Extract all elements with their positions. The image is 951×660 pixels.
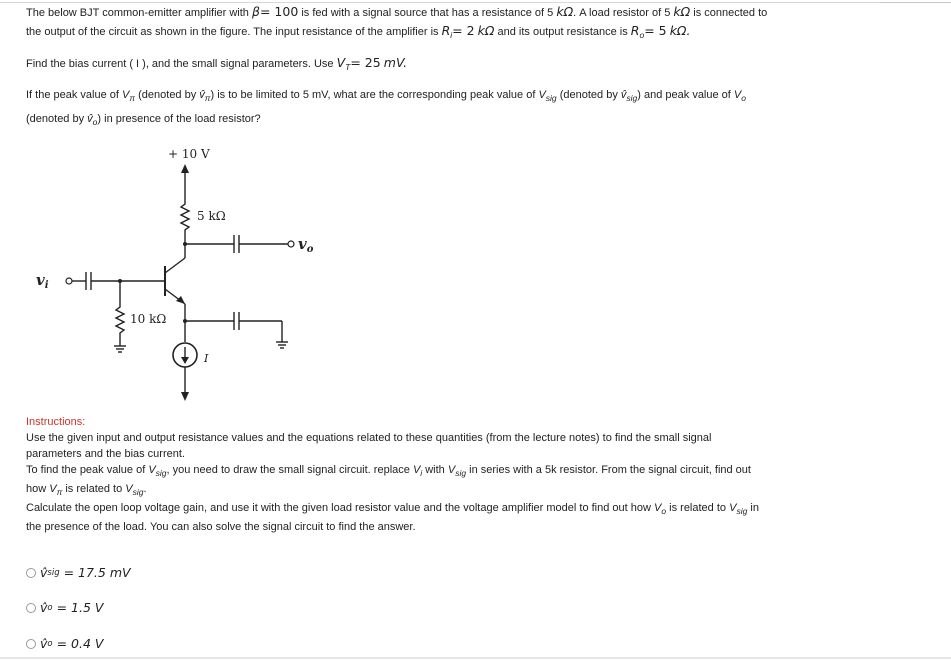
instructions-line-5: Calculate the open loop voltage gain, and use it with the given load resistor value and the voltage amplifier model to find out how $V_o$ is related to $V_{sig}$ in (26, 502, 759, 516)
base-node (118, 279, 122, 283)
bottom-divider (0, 657, 951, 659)
instructions-line-2: parameters and the bias current. (26, 448, 185, 460)
instructions-line-1: Use the given input and output resistance values and the equations related to these quantities (from the lecture notes) to find the small signal (26, 432, 712, 444)
collector-node (183, 242, 187, 246)
radio-button[interactable] (26, 639, 36, 649)
vcc-arrow (181, 164, 189, 173)
problem-find: Find the bias current ( I ), and the small signal parameters. Use $V_T= 25$ mV. (26, 55, 408, 72)
instructions-line-4: how $V_\pi$ is related to $V_{sig}$. (26, 483, 147, 497)
current-label: I (204, 352, 209, 365)
instructions-line-3: To find the peak value of $V_{sig}$, you need to draw the small signal circuit. replace $V_i$ with $V_{sig}$ in series with a 5k resistor. From the signal circuit, find out (26, 464, 751, 478)
bjt-collector-leg (165, 258, 185, 273)
option-vo-1[interactable]: v̂ o = 1.5 V (26, 600, 103, 615)
input-terminal (66, 278, 72, 284)
collector-resistor (181, 200, 189, 232)
top-divider (0, 2, 951, 3)
rb-label: 10 kΩ (130, 312, 167, 326)
problem-line-2: the output of the circuit as shown in the figure. The input resistance of the amplifier is $R_i= 2$ kΩ and its output resistance is $R_o= 5$ kΩ. (26, 23, 691, 40)
base-resistor (116, 304, 124, 346)
problem-question-2: (denoted by $v̂_o$) in presence of the load resistor? (26, 113, 261, 127)
radio-button[interactable] (26, 603, 36, 613)
vi-label: $v_i$ (36, 271, 49, 291)
top-divider-right (880, 2, 951, 3)
instructions-title: Instructions: (26, 416, 86, 428)
problem-question-1: If the peak value of $V_\pi$ (denoted by $v̂_\pi$) is to be limited to 5 mV, what are the corresponding peak value of $V_{sig}$ (denoted by $v̂_{sig}$) and peak value of $V_o$ (26, 89, 746, 103)
emitter-node (183, 319, 187, 323)
rc-label: 5 kΩ (197, 209, 226, 223)
vcc-label: + 10 V (168, 147, 210, 161)
vo-label: $v_o$ (298, 235, 314, 255)
output-terminal (288, 241, 294, 247)
vee-arrow (181, 392, 189, 401)
option-vsig[interactable]: v̂ sig = 17.5 mV (26, 565, 131, 580)
bjt-amplifier-circuit (0, 140, 360, 410)
radio-button[interactable] (26, 568, 36, 578)
instructions-line-6: the presence of the load. You can also solve the signal circuit to find the answer. (26, 521, 416, 533)
ground-icon-2 (276, 342, 288, 348)
problem-line-1: The below BJT common-emitter amplifier with β= 100 is fed with a signal source that has a resistance of 5 kΩ. A load resistor of 5 kΩ is connected to (26, 4, 768, 19)
option-vo-2[interactable]: v̂ o = 0.4 V (26, 636, 103, 651)
ground-icon-1 (114, 346, 126, 352)
current-arrowhead (181, 357, 189, 364)
emitter-arrowhead (176, 296, 185, 304)
